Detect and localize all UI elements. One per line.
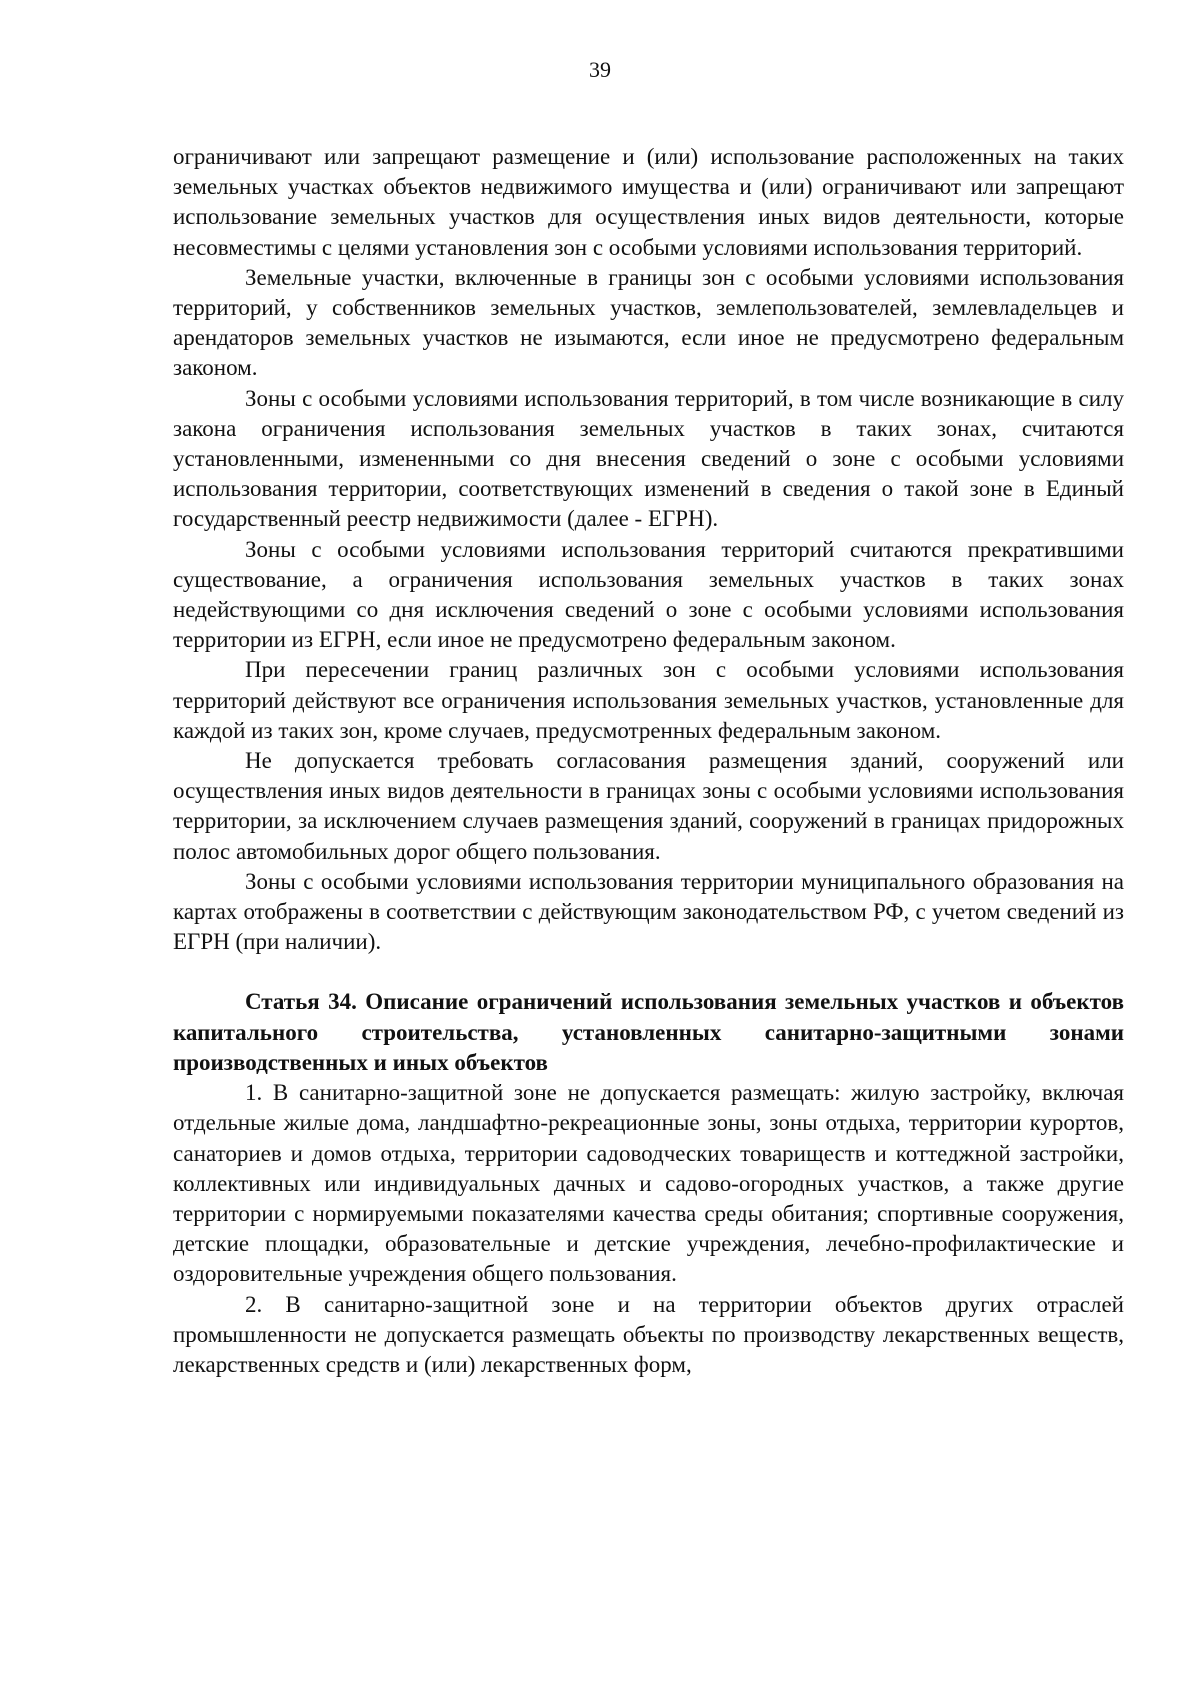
paragraph: Не допускается требовать согласования размещения зданий, сооружений или осуществления иных видов деятельности в границах зоны с особыми условиями использования территории, за исключением случаев размещения зданий, сооружений в границах придорожных полос автомобильных дорог общего пользования. <box>173 748 1124 864</box>
paragraph: Земельные участки, включенные в границы зон с особыми условиями использования территорий, у собственников земельных участков, землепользователей, землевладельцев и арендаторов земельных участков не изымаются, если иное не предусмотрено федеральным законом. <box>173 264 1124 381</box>
article-title: Статья 34. Описание ограничений использования земельных участков и объектов капитального строительства, установленных санитарно-защитными зонами производственных и иных объектов <box>173 989 1124 1075</box>
document-body <box>173 142 1124 1380</box>
paragraph: Зоны с особыми условиями использования территорий считаются прекратившими существование, а ограничения использования земельных участков в таких зонах недействующими со дня исключения сведений о зоне с особыми условиями использования территории из ЕГРН, если иное не предусмотрено федеральным законом. <box>173 536 1124 653</box>
paragraph-item-1: 1. В санитарно-защитной зоне не допускается размещать: жилую застройку, включая отдельные жилые дома, ландшафтно-рекреационные зоны, зоны отдыха, территории курортов, санаториев и домов отдыха, территории садоводческих товариществ и коттеджной застройки, коллективных или индивидуальных дачных и садово-огородных участков, а также другие территории с нормируемыми показателями качества среды обитания; спортивные сооружения, детские площадки, образовательные и детские учреждения, лечебно-профилактические и оздоровительные учреждения общего пользования. <box>173 1080 1124 1287</box>
paragraph-continuation: ограничивают или запрещают размещение и (или) использование расположенных на таких земельных участках объектов недвижимого имущества и (или) ограничивают или запрещают использование земельных участков для осуществления иных видов деятельности, которые несовместимы с целями установления зон с особыми условиями использования территорий. <box>173 144 1124 260</box>
paragraph: Зоны с особыми условиями использования территории муниципального образования на картах отображены в соответствии с действующим законодательством РФ, с учетом сведений из ЕГРН (при наличии). <box>173 868 1124 955</box>
page-number: 39 <box>589 57 611 82</box>
paragraph-item-2: 2. В санитарно-защитной зоне и на территории объектов других отраслей промышленности не допускается размещать объекты по производству лекарственных веществ, лекарственных средств и (или) лекарственных форм, <box>173 1291 1124 1377</box>
paragraph: При пересечении границ различных зон с особыми условиями использования территорий действуют все ограничения использования земельных участков, установленные для каждой из таких зон, кроме случаев, предусмотренных федеральным законом. <box>173 657 1124 743</box>
paragraph: Зоны с особыми условиями использования территорий, в том числе возникающие в силу закона ограничения использования земельных участков в таких зонах, считаются установленными, измененными со дня внесения сведений о зоне с особыми условиями использования территории, соответствующих изменений в сведения о такой зоне в Единый государственный реестр недвижимости (далее - ЕГРН). <box>173 385 1124 532</box>
